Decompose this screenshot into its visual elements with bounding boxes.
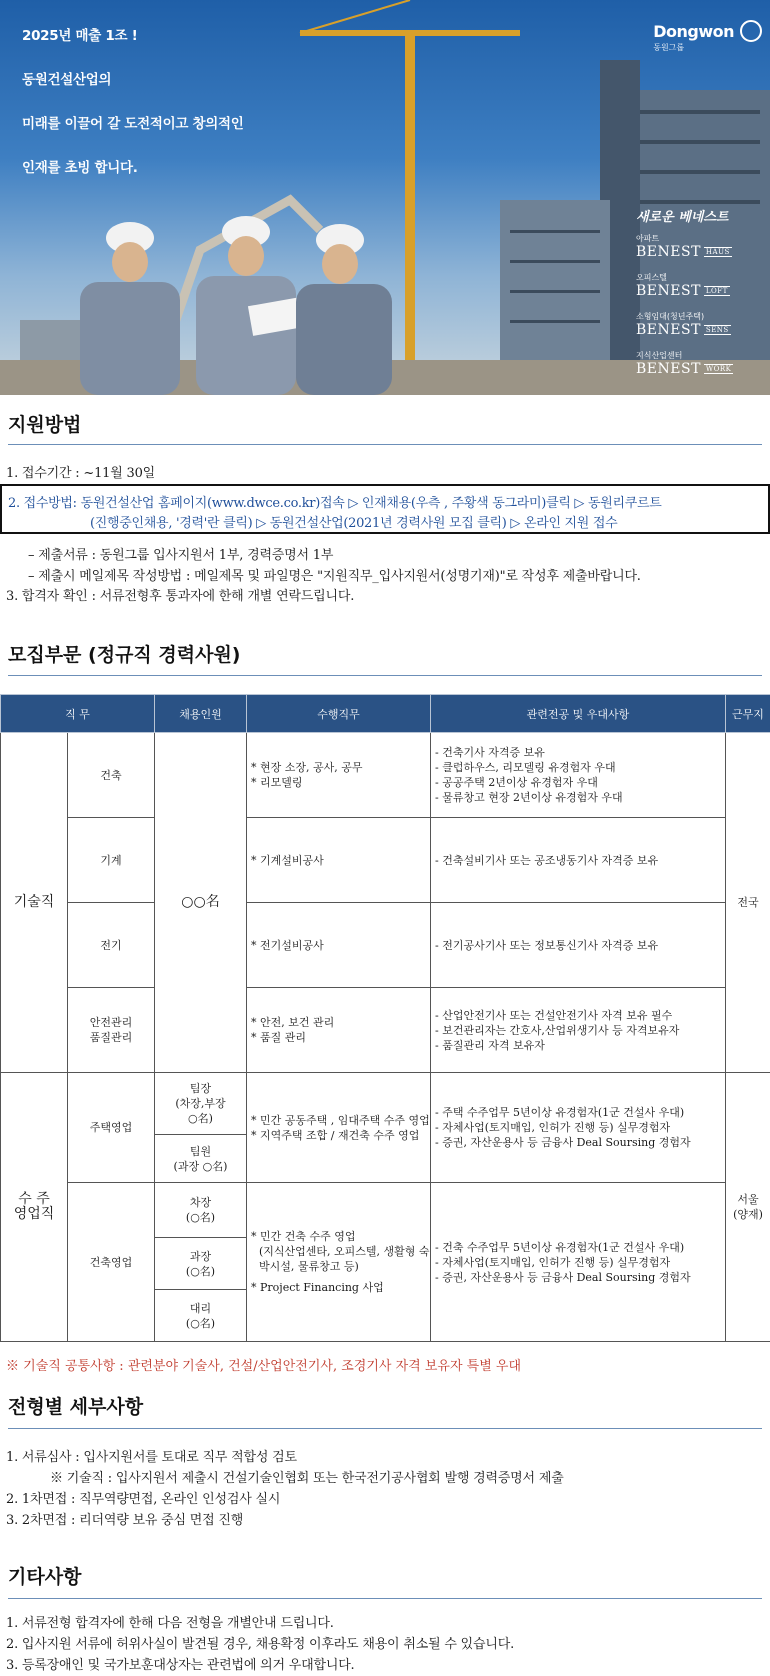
section-divider	[8, 1598, 762, 1599]
table-row	[1, 1183, 770, 1238]
section-title-recruit: 모집부문 (정규직 경력사원)	[8, 644, 241, 666]
pref-line: - 전기공사기사 또는 정보통신기사 자격증 보유	[435, 938, 659, 952]
section-divider	[8, 1428, 762, 1429]
group-tech: 기술직	[1, 733, 68, 1073]
benest-tag: LOFT	[705, 287, 728, 295]
pref-line: - 산업안전기사 또는 건설안전기사 자격 보유 필수	[435, 1008, 673, 1022]
globe-icon	[740, 20, 762, 42]
duty-line: * 기계설비공사	[251, 853, 324, 867]
prefs-cell	[431, 988, 726, 1073]
process-line: 3. 2차면접 : 리더역량 보유 중심 면접 진행	[6, 1513, 244, 1528]
role-cell: 건축영업	[68, 1183, 155, 1342]
pref-line: - 보건관리자는 간호사,산업위생기사 등 자격보유자	[435, 1023, 680, 1037]
benest-category: 오피스텔	[636, 273, 667, 282]
benest-name: BENEST	[636, 283, 701, 299]
hero-headline	[22, 24, 243, 200]
benest-item	[636, 350, 733, 377]
prefs-cell	[431, 1073, 726, 1183]
count-cell: 차장 (○名)	[155, 1183, 247, 1238]
header-role: 직 무	[1, 695, 155, 733]
apply-method-box	[0, 484, 770, 534]
benest-name: BENEST	[636, 361, 701, 377]
tech-common-note: ※ 기술직 공통사항 : 관련분야 기술사, 건설/산업안전기사, 조경기사 자격 보유자 특별 우대	[6, 1359, 522, 1374]
count-cell: 팀장 (차장,부장 ○名)	[155, 1073, 247, 1135]
duty-line: * 현장 소장, 공사, 공무	[251, 761, 363, 774]
duty-line: * 민간 공동주택 , 임대주택 수주 영업	[251, 1113, 430, 1127]
count-cell: 과장 (○名)	[155, 1238, 247, 1290]
duties-cell	[247, 903, 431, 988]
benest-item	[636, 233, 733, 260]
group-sales: 수 주 영업직	[1, 1073, 68, 1342]
table-header-row	[1, 695, 770, 733]
pref-line: - 공공주택 2년이상 유경험자 우대	[435, 776, 598, 789]
duty-line: * Project Financing 사업	[251, 1281, 384, 1294]
role-cell: 안전관리 품질관리	[68, 988, 155, 1073]
benest-item	[636, 311, 733, 338]
duty-line: * 지역주택 조합 / 재건축 수주 영업	[251, 1128, 420, 1142]
benest-brand-list	[636, 206, 733, 389]
benest-category: 소형임대(청년주택)	[636, 312, 705, 321]
process-note: ※ 기술직 : 입사지원서 제출시 건설기술인협회 또는 한국전기공사협회 발행 경력증명서 제출	[50, 1471, 564, 1486]
role-cell: 주택영업	[68, 1073, 155, 1183]
hero-line-4: 인재를 초빙 합니다.	[22, 160, 138, 176]
benest-category: 아파트	[636, 234, 660, 243]
pref-line: - 증권, 자산운용사 등 금융사 Deal Soursing 경험자	[435, 1270, 691, 1284]
table-row	[1, 1073, 770, 1135]
table-row	[1, 988, 770, 1073]
duty-line: * 안전, 보건 관리	[251, 1016, 335, 1029]
apply-result: 3. 합격자 확인 : 서류전형후 통과자에 한해 개별 연락드립니다.	[6, 589, 355, 604]
duty-line: * 민간 건축 수주 영업	[251, 1230, 356, 1243]
prefs-cell	[431, 903, 726, 988]
pref-line: - 자체사업(토지매입, 인허가 진행 등) 실무경험자	[435, 1121, 671, 1134]
duties-cell	[247, 818, 431, 903]
pref-line: - 증권, 자산운용사 등 금융사 Deal Soursing 경험자	[435, 1136, 691, 1149]
prefs-cell	[431, 818, 726, 903]
logo-sub: 동원그룹	[653, 43, 685, 52]
header-location: 근무지	[726, 695, 770, 733]
count-cell: 팀원 (과장 ○名)	[155, 1135, 247, 1183]
table-row	[1, 903, 770, 988]
benest-tag: SENS	[705, 326, 729, 334]
duties-cell	[247, 1073, 431, 1183]
section-title-etc: 기타사항	[8, 1566, 82, 1588]
benest-tag: WORK	[705, 365, 732, 373]
apply-method-line-1: 2. 접수방법: 동원건설산업 홈페이지(www.dwce.co.kr)접속 ▷ 인재채용(우측 , 주황색 동그라미)클릭 ▷ 동원리쿠르트	[8, 496, 662, 511]
count-cell: 대리 (○名)	[155, 1290, 247, 1342]
header-duties: 수행직무	[247, 695, 431, 733]
hero-line-1: 2025년 매출 1조 !	[22, 28, 138, 44]
recruit-table-wrapper	[0, 694, 770, 1354]
pref-line: - 품질관리 자격 보유자	[435, 1038, 545, 1052]
apply-mail-guide: – 제출시 메일제목 작성방법 : 메일제목 및 파일명은 "지원직무_입사지원서(성명기재)"로 작성후 제출바랍니다.	[28, 569, 641, 584]
duties-cell	[247, 733, 431, 818]
hero-banner	[0, 0, 770, 395]
process-line: 2. 1차면접 : 직무역량면접, 온라인 인성검사 실시	[6, 1492, 281, 1507]
tech-location: 전국	[726, 733, 770, 1073]
sales-location: 서울 (양재)	[726, 1073, 770, 1342]
section-title-process: 전형별 세부사항	[8, 1396, 144, 1418]
benest-category: 지식산업센터	[636, 351, 683, 360]
section-divider	[8, 444, 762, 445]
header-prefs: 관련전공 및 우대사항	[431, 695, 726, 733]
header-count: 채용인원	[155, 695, 247, 733]
duties-cell	[247, 1183, 431, 1342]
duty-line: (지식산업센타, 오피스텔, 생활형 숙박시설, 물류창고 등)	[259, 1245, 430, 1273]
pref-line: - 물류창고 현장 2년이상 유경험자 우대	[435, 791, 623, 804]
process-line: 1. 서류심사 : 입사지원서를 토대로 직무 적합성 검토	[6, 1450, 297, 1465]
pref-line: - 클럽하우스, 리모델링 유경험자 우대	[435, 761, 616, 774]
duty-line: * 리모델링	[251, 776, 303, 789]
duty-line: * 품질 관리	[251, 1031, 306, 1044]
apply-method-line-2: (진행중인채용, '경력'란 클릭) ▷ 동원건설산업(2021년 경력사원 모집 클릭) ▷ 온라인 지원 접수	[90, 516, 618, 531]
pref-line: - 자체사업(토지매입, 인허가 진행 등) 실무경험자	[435, 1255, 671, 1269]
logo-word: Dongwon	[653, 22, 734, 41]
role-cell: 전기	[68, 903, 155, 988]
pref-line: - 주택 수주업무 5년이상 유경험자(1군 건설사 우대)	[435, 1106, 685, 1119]
section-divider	[8, 675, 762, 676]
prefs-cell	[431, 733, 726, 818]
hero-line-3: 미래를 이끌어 갈 도전적이고 창의적인	[22, 116, 244, 132]
hero-line-2: 동원건설산업의	[22, 72, 112, 88]
benest-name: BENEST	[636, 322, 701, 338]
benest-title: 새로운 베네스트	[636, 210, 729, 225]
dongwon-logo	[653, 22, 734, 53]
duties-cell	[247, 988, 431, 1073]
benest-name: BENEST	[636, 244, 701, 260]
table-row	[1, 733, 770, 818]
etc-line: 2. 입사지원 서류에 허위사실이 발견될 경우, 채용확정 이후라도 채용이 취소될 수 있습니다.	[6, 1637, 515, 1652]
apply-period: 1. 접수기간 : ~11월 30일	[6, 466, 156, 481]
etc-line: 3. 등록장애인 및 국가보훈대상자는 관련법에 의거 우대합니다.	[6, 1658, 355, 1673]
prefs-cell	[431, 1183, 726, 1342]
role-cell: 건축	[68, 733, 155, 818]
section-title-apply: 지원방법	[8, 414, 82, 436]
pref-line: - 건축기사 자격증 보유	[435, 746, 545, 759]
apply-documents: – 제출서류 : 동원그룹 입사지원서 1부, 경력증명서 1부	[28, 548, 334, 563]
pref-line: - 건축 수주업무 5년이상 유경험자(1군 건설사 우대)	[435, 1240, 685, 1254]
etc-line: 1. 서류전형 합격자에 한해 다음 전형을 개별안내 드립니다.	[6, 1616, 334, 1631]
duty-line: * 전기설비공사	[251, 938, 324, 952]
benest-item	[636, 272, 733, 299]
tech-count: ○○名	[155, 733, 247, 1073]
table-row	[1, 818, 770, 903]
role-cell: 기계	[68, 818, 155, 903]
pref-line: - 건축설비기사 또는 공조냉동기사 자격증 보유	[435, 853, 659, 867]
benest-tag: HAUS	[705, 248, 730, 256]
recruit-table	[0, 694, 770, 1342]
